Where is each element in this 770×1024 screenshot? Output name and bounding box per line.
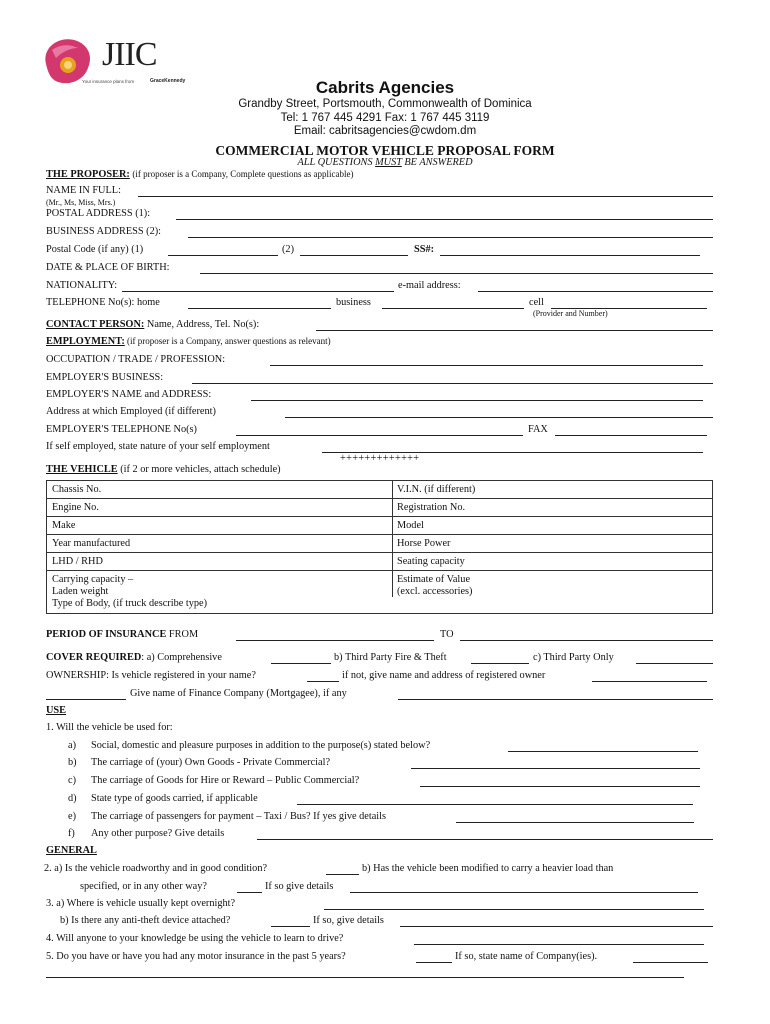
form-title: COMMERCIAL MOTOR VEHICLE PROPOSAL FORM [215, 143, 555, 158]
seating-capacity-cell[interactable]: Seating capacity [397, 556, 465, 567]
q5a-label: 5. Do you have or have you had any motor insurance in the past 5 years? [46, 951, 346, 962]
logo-text: JIIC [102, 36, 157, 73]
cover-row [46, 652, 222, 663]
q2b-label: b) Has the vehicle been modified to carry a heavier load than [362, 863, 614, 874]
business-address-label: BUSINESS ADDRESS (2): [46, 226, 162, 237]
use-item-a-letter: a) [68, 740, 76, 751]
employer-name-label: EMPLOYER'S NAME and ADDRESS: [46, 389, 212, 400]
ownership-owner-field-2[interactable] [46, 699, 126, 700]
cover-third-party-fire-label: b) Third Party Fire & Theft [334, 652, 447, 663]
use-item-b-label: The carriage of (your) Own Goods - Private Commercial? [91, 757, 331, 768]
use-item-e-label: The carriage of passengers for payment – Taxi / Bus? If yes give details [91, 811, 387, 822]
use-item-c-label: The carriage of Goods for Hire or Reward – Public Commercial? [91, 775, 360, 786]
use-item-f-field[interactable] [257, 839, 713, 840]
employer-business-label: EMPLOYER'S BUSINESS: [46, 372, 164, 383]
employer-business-field[interactable] [192, 383, 713, 384]
employer-telephone-label: EMPLOYER'S TELEPHONE No(s) [46, 424, 197, 435]
contact-row [46, 319, 259, 330]
address-employed-field[interactable] [285, 417, 713, 418]
q3c-label: If so, give details [313, 915, 384, 926]
use-item-a-field[interactable] [508, 751, 698, 752]
proposer-heading: THE PROPOSER: [46, 169, 130, 180]
q2d-field[interactable] [350, 892, 698, 893]
chassis-no-cell[interactable]: Chassis No. [52, 484, 102, 495]
vehicle-heading: THE VEHICLE [46, 464, 118, 475]
body-type-cell[interactable]: Type of Body, (if truck describe type) [52, 598, 208, 609]
period-to-field[interactable] [460, 640, 713, 641]
company-phone: Tel: 1 767 445 4291 Fax: 1 767 445 3119 [280, 112, 490, 124]
nationality-label: NATIONALITY: [46, 280, 118, 291]
use-item-d-letter: d) [68, 793, 77, 804]
use-item-e-letter: e) [68, 811, 76, 822]
engine-no-cell[interactable]: Engine No. [52, 502, 99, 513]
use-heading: USE [46, 705, 67, 716]
email-field[interactable] [478, 291, 713, 292]
q5b-field-2[interactable] [46, 977, 684, 978]
dob-label: DATE & PLACE OF BIRTH: [46, 262, 170, 273]
ownership-owner-label: if not, give name and address of registered owner [342, 670, 546, 681]
use-item-d-field[interactable] [297, 804, 693, 805]
carrying-capacity-cell[interactable]: Carrying capacity – [52, 574, 134, 585]
period-row [46, 629, 198, 640]
use-item-b-letter: b) [68, 757, 77, 768]
proposer-heading-row [46, 169, 354, 180]
telephone-cell-label: cell [529, 297, 544, 308]
company-name: Cabrits Agencies [315, 78, 455, 97]
cover-comprehensive-label: : a) Comprehensive [141, 652, 222, 663]
general-heading: GENERAL [46, 845, 97, 856]
finance-company-field[interactable] [398, 699, 713, 700]
model-cell[interactable]: Model [397, 520, 424, 531]
cover-third-party-only-label: c) Third Party Only [533, 652, 614, 663]
vehicle-note: (if 2 or more vehicles, attach schedule) [117, 464, 281, 475]
occupation-field[interactable] [270, 365, 703, 366]
subtitle-pre: ALL QUESTIONS [297, 157, 376, 168]
address-employed-label: Address at which Employed (if different) [46, 406, 216, 417]
period-label: PERIOD OF INSURANCE [46, 629, 167, 640]
use-item-f-letter: f) [68, 828, 75, 839]
employment-note: (if proposer is a Company, answer questions as relevant) [124, 336, 331, 346]
use-question: 1. Will the vehicle be used for: [46, 722, 173, 733]
proposer-note: (if proposer is a Company, Complete questions as applicable) [132, 169, 354, 179]
use-item-f-label: Any other purpose? Give details [91, 828, 225, 839]
q2c-field[interactable] [237, 892, 262, 893]
form-subtitle [0, 157, 770, 168]
postal-code-1-field[interactable] [168, 255, 278, 256]
use-item-a-label: Social, domestic and pleasure purposes in addition to the purpose(s) stated below? [91, 740, 431, 751]
q2c-label: specified, or in any other way? [80, 881, 207, 892]
q5a-field[interactable] [416, 962, 452, 963]
finance-company-label: Give name of Finance Company (Mortgagee), if any [130, 688, 347, 699]
cover-third-party-fire-field[interactable] [471, 663, 529, 664]
make-cell[interactable]: Make [52, 520, 76, 531]
use-item-b-field[interactable] [411, 768, 700, 769]
contact-label: Name, Address, Tel. No(s): [144, 319, 260, 330]
q5b-field[interactable] [633, 962, 708, 963]
business-address-field[interactable] [188, 237, 713, 238]
contact-heading: CONTACT PERSON: [46, 319, 145, 330]
vehicle-table [46, 480, 713, 614]
laden-weight-cell: Laden weight [52, 586, 109, 597]
lhd-rhd-cell[interactable]: LHD / RHD [52, 556, 103, 567]
use-item-d-label: State type of goods carried, if applicable [91, 793, 258, 804]
q3b-label: b) Is there any anti-theft device attached? [60, 915, 231, 926]
name-label: NAME IN FULL: [46, 185, 121, 196]
q2a-field[interactable] [326, 874, 359, 875]
employment-heading: EMPLOYMENT: [46, 336, 125, 347]
dob-field[interactable] [200, 273, 713, 274]
logo-brand: GraceKennedy [150, 78, 186, 84]
self-employed-label: If self employed, state nature of your self employment [46, 441, 270, 452]
q3a-field[interactable] [324, 909, 704, 910]
ss-field[interactable] [440, 255, 700, 256]
company-address: Grandby Street, Portsmouth, Commonwealth of Dominica [238, 98, 532, 110]
q3b-field[interactable] [271, 926, 310, 927]
telephone-business-label: business [336, 297, 371, 308]
logo-tagline: Your insurance plans from [82, 79, 135, 84]
use-item-c-field[interactable] [420, 786, 700, 787]
provider-hint: (Provider and Number) [533, 309, 608, 318]
q2a-label: 2. a) Is the vehicle roadworthy and in good condition? [44, 863, 268, 874]
ownership-registered-field[interactable] [307, 681, 339, 682]
name-field[interactable] [138, 196, 713, 197]
telephone-business-field[interactable] [382, 308, 524, 309]
company-email: Email: cabritsagencies@cwdom.dm [293, 125, 477, 137]
q3a-label: 3. a) Where is vehicle usually kept overnight? [46, 898, 236, 909]
employer-fax-label: FAX [528, 424, 548, 435]
registration-no-cell[interactable]: Registration No. [397, 502, 466, 513]
q2d-label: If so give details [265, 881, 334, 892]
q4-field[interactable] [414, 944, 704, 945]
contact-field[interactable] [316, 330, 713, 331]
q3c-field[interactable] [400, 926, 713, 927]
employment-row [46, 336, 331, 347]
nationality-field[interactable] [122, 291, 394, 292]
cover-comprehensive-field[interactable] [271, 663, 331, 664]
postal-address-field[interactable] [176, 219, 713, 220]
postal-code-label: Postal Code (if any) (1) [46, 244, 144, 255]
ownership-question: OWNERSHIP: Is vehicle registered in your name? [46, 670, 256, 681]
telephone-home-field[interactable] [188, 308, 331, 309]
use-item-e-field[interactable] [456, 822, 694, 823]
vehicle-heading-row [46, 464, 281, 475]
ss-label: SS#: [414, 244, 435, 255]
employer-fax-field[interactable] [555, 435, 707, 436]
postal-code-2-field[interactable] [300, 255, 408, 256]
cover-label: COVER REQUIRED [46, 652, 142, 663]
subtitle-post: BE ANSWERED [401, 157, 473, 168]
postal-code-2-label: (2) [282, 244, 295, 255]
period-to-label: TO [440, 629, 454, 640]
horse-power-cell[interactable]: Horse Power [397, 538, 451, 549]
estimate-excl-cell: (excl. accessories) [397, 586, 473, 597]
plus-line: +++++++++++++ [340, 453, 420, 464]
estimate-value-cell[interactable]: Estimate of Value [397, 574, 471, 585]
occupation-label: OCCUPATION / TRADE / PROFESSION: [46, 354, 226, 365]
cover-third-party-only-field[interactable] [636, 663, 713, 664]
period-from-field[interactable] [236, 640, 434, 641]
email-label: e-mail address: [398, 280, 461, 291]
name-hint: (Mr., Ms, Miss, Mrs.) [46, 198, 116, 207]
ownership-owner-field[interactable] [592, 681, 707, 682]
employer-name-field[interactable] [251, 400, 703, 401]
subtitle-must: MUST [375, 157, 402, 168]
period-from-label: FROM [166, 629, 199, 640]
postal-address-label: POSTAL ADDRESS (1): [46, 208, 151, 219]
use-item-c-letter: c) [68, 775, 76, 786]
q4-label: 4. Will anyone to your knowledge be using the vehicle to learn to drive? [46, 933, 344, 944]
q5b-label: If so, state name of Company(ies). [455, 951, 598, 962]
employer-telephone-field[interactable] [236, 435, 523, 436]
telephone-label: TELEPHONE No(s): home [46, 297, 160, 308]
vin-cell[interactable]: V.I.N. (if different) [397, 484, 476, 495]
year-manufactured-cell[interactable]: Year manufactured [52, 538, 131, 549]
